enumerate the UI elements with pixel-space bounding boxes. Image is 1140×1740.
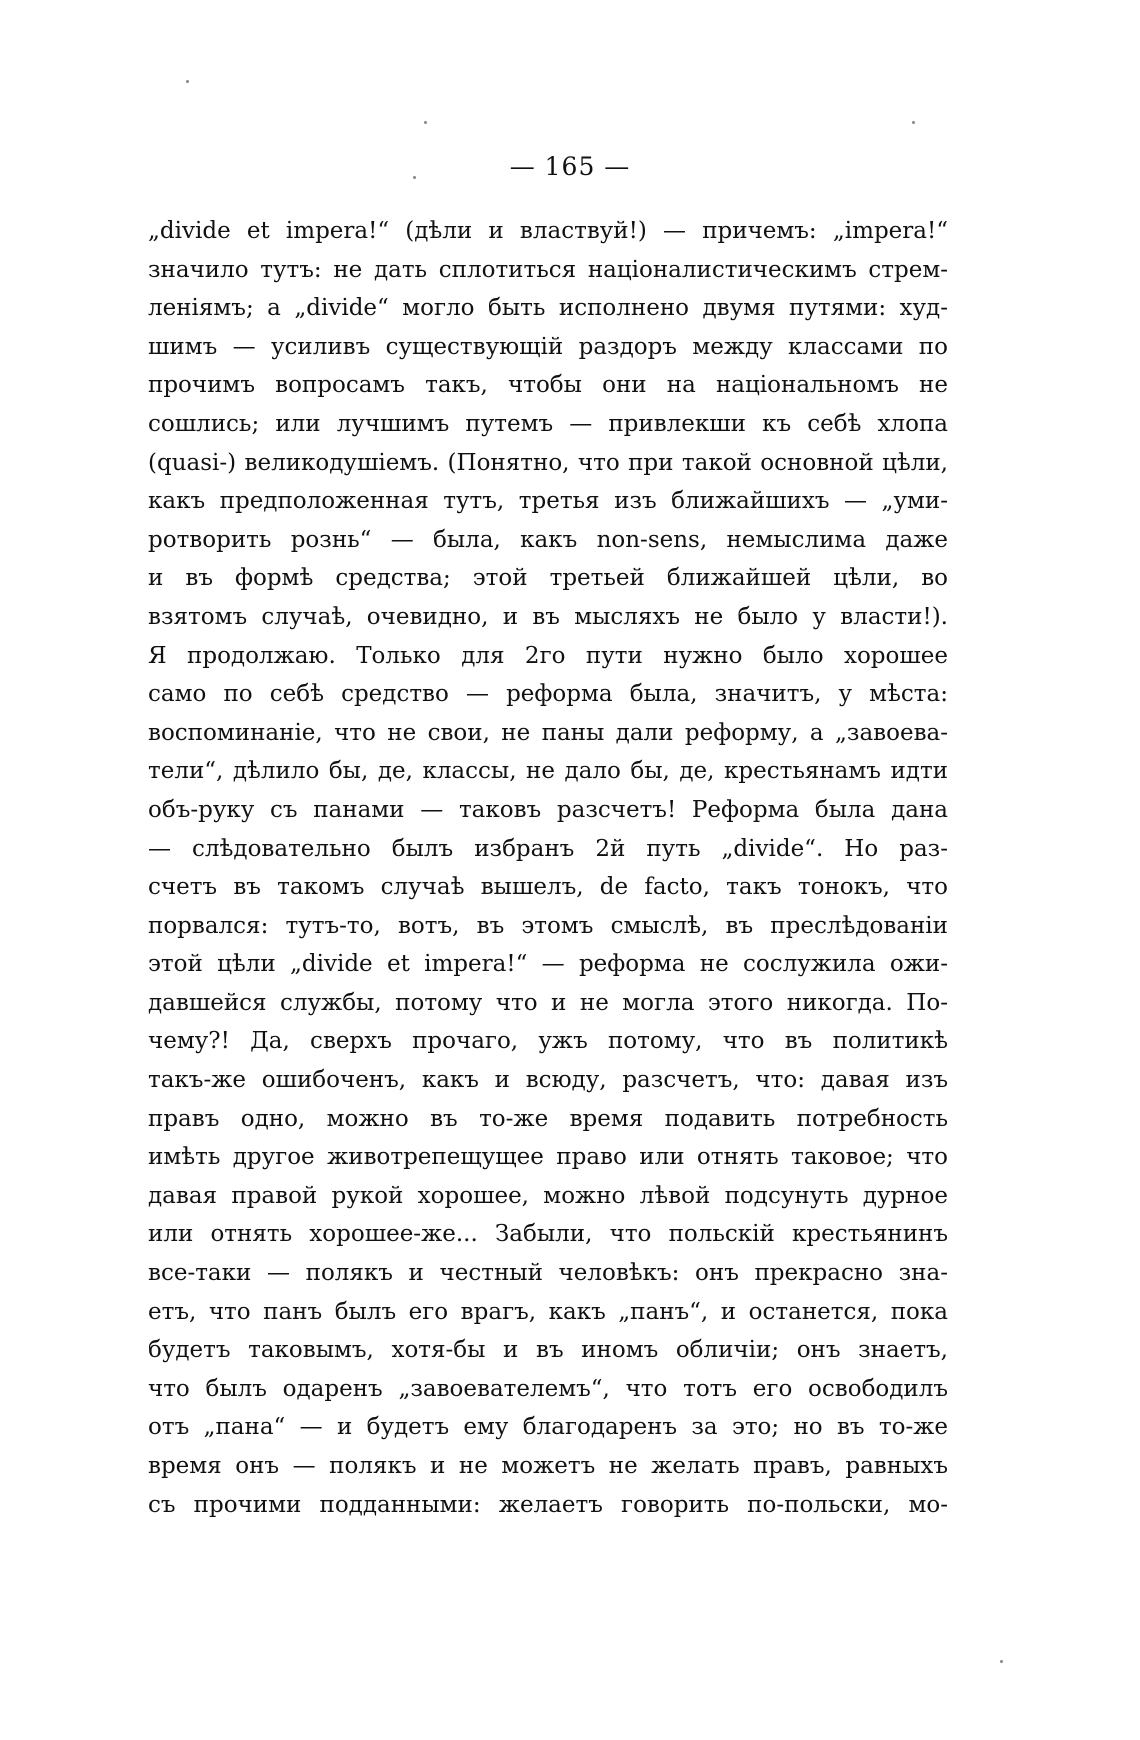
scan-speck (424, 121, 427, 124)
scan-speck (413, 176, 416, 179)
text-line: — слѣдовательно былъ избранъ 2й путь „divide“. Но раз- (148, 835, 948, 862)
text-line: съ прочими подданными: желаетъ говорить по-польски, мо- (148, 1491, 948, 1518)
text-line: давая правой рукой хорошее, можно лѣвой подсунуть дурное (148, 1182, 948, 1209)
text-line: етъ, что панъ былъ его врагъ, какъ „панъ“, и останется, пока (148, 1298, 948, 1325)
text-line: какъ предположенная тутъ, третья изъ ближайшихъ — „уми- (148, 488, 948, 515)
text-line: и въ формѣ средства; этой третьей ближайшей цѣли, во (148, 565, 948, 592)
text-line: воспоминаніе, что не свои, не паны дали реформу, а „завоева- (148, 719, 948, 746)
text-line: само по себѣ средство — реформа была, значитъ, у мѣста: (148, 681, 948, 708)
scan-speck (186, 80, 189, 83)
page-number: — 165 — (509, 152, 631, 181)
text-line: отъ „пана“ — и будетъ ему благодаренъ за это; но въ то-же (148, 1414, 948, 1441)
text-line: значило тутъ: не дать сплотиться націоналистическимъ стрем- (148, 256, 948, 283)
text-line: или отнять хорошее-же... Забыли, что польскій крестьянинъ (148, 1221, 948, 1248)
text-line: „divide et impera!“ (дѣли и властвуй!) — причемъ: „impera!“ (148, 218, 948, 244)
text-line: Я продолжаю. Только для 2го пути нужно было хорошее (148, 642, 948, 669)
body-text (148, 212, 948, 1524)
text-line: чему?! Да, сверхъ прочаго, ужъ потому, что въ политикѣ (148, 1028, 948, 1055)
scan-speck (912, 121, 915, 124)
text-line: взятомъ случаѣ, очевидно, и въ мысляхъ не было у власти!). (148, 603, 948, 630)
text-line: имѣть другое животрепещущее право или отнять таковое; что (148, 1144, 948, 1171)
text-line: время онъ — полякъ и не можетъ не желать правъ, равныхъ (148, 1453, 948, 1479)
text-line: сошлись; или лучшимъ путемъ — привлекши къ себѣ хлопа (148, 410, 948, 437)
text-line: что былъ одаренъ „завоевателемъ“, что тотъ его освободилъ (148, 1375, 948, 1402)
text-line: счетъ въ такомъ случаѣ вышелъ, de facto, такъ тонокъ, что (148, 874, 948, 901)
text-line: будетъ таковымъ, хотя-бы и въ иномъ обличіи; онъ знаетъ, (148, 1337, 948, 1364)
text-line: тели“, дѣлило бы, де, классы, не дало бы, де, крестьянамъ идти (148, 758, 948, 785)
text-line: такъ-же ошибоченъ, какъ и всюду, разсчетъ, что: давая изъ (148, 1067, 948, 1094)
text-line: (quasi-) великодушіемъ. (Понятно, что при такой основной цѣли, (148, 449, 948, 476)
text-line: леніямъ; а „divide“ могло быть исполнено двумя путями: худ- (148, 295, 948, 322)
text-line: все-таки — полякъ и честный человѣкъ: онъ прекрасно зна- (148, 1260, 948, 1287)
text-line: ротворить рознь“ — была, какъ non-sens, немыслима даже (148, 526, 948, 553)
text-line: прочимъ вопросамъ такъ, чтобы они на національномъ не (148, 372, 948, 399)
scan-speck (1000, 1660, 1003, 1663)
text-line: давшейся службы, потому что и не могла этого никогда. По- (148, 989, 948, 1016)
text-line: объ-руку съ панами — таковъ разсчетъ! Реформа была дана (148, 796, 948, 823)
text-line: порвался: тутъ-то, вотъ, въ этомъ смыслѣ, въ преслѣдованіи (148, 912, 948, 939)
text-line: этой цѣли „divide et impera!“ — реформа не сослужила ожи- (148, 951, 948, 978)
text-line: правъ одно, можно въ то-же время подавить потребность (148, 1105, 948, 1132)
text-line: шимъ — усиливъ существующій раздоръ между классами по (148, 333, 948, 360)
